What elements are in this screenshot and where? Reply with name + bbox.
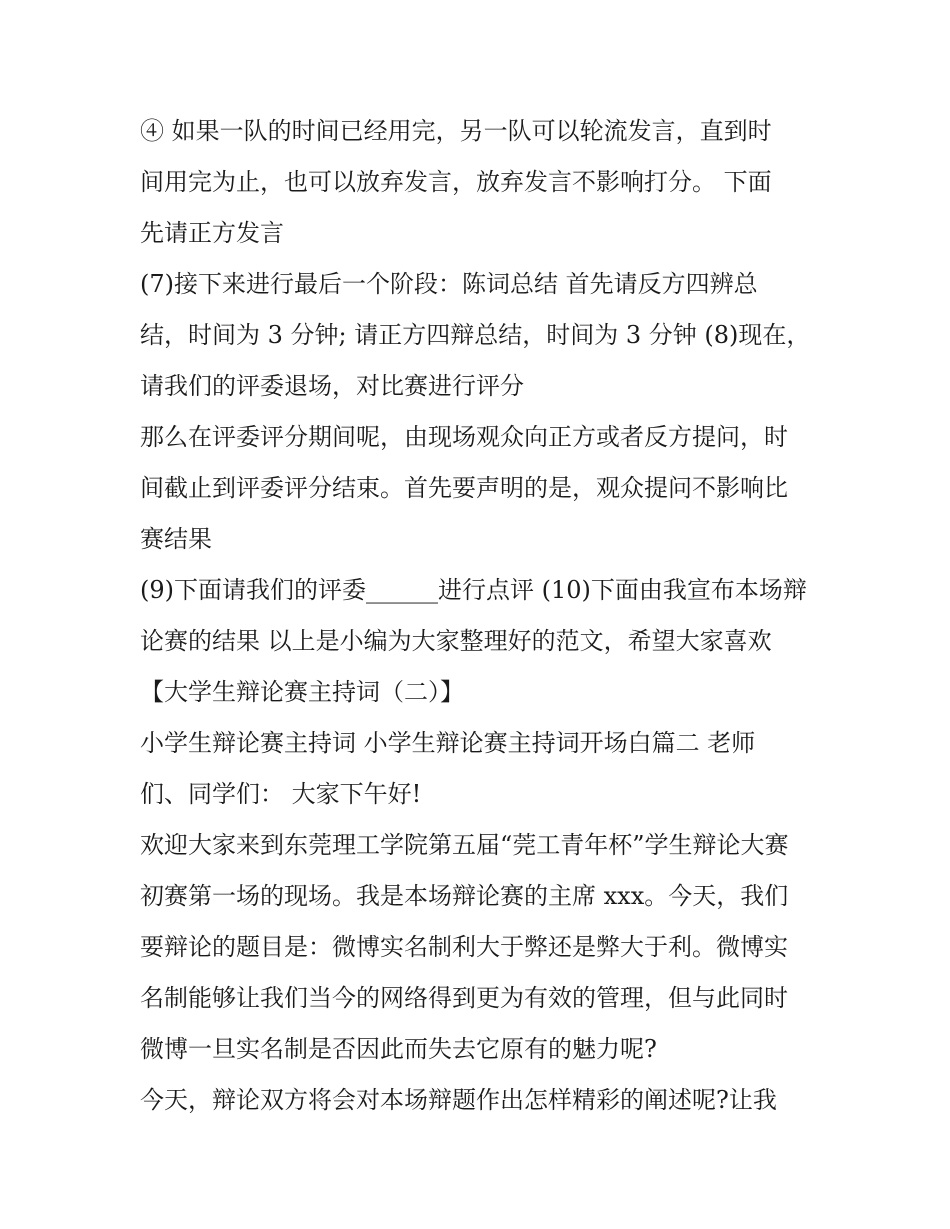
text-line-5: 结，时间为 3 分钟; 请正方四辩总结，时间为 3 分钟 (8)现在， bbox=[140, 321, 811, 349]
text-line-11: 论赛的结果 以上是小编为大家整理好的范文，希望大家喜欢 bbox=[140, 627, 772, 655]
document-body bbox=[140, 106, 820, 1126]
section-heading: 【大学生辩论赛主持词（二）】 bbox=[140, 678, 464, 706]
text-line-8: 间截止到评委评分结束。首先要声明的是，观众提问不影响比 bbox=[140, 474, 788, 502]
text-line-15: 欢迎大家来到东莞理工学院第五届“莞工青年杯”学生辩论大赛 bbox=[140, 831, 789, 859]
text-line-10: (9)下面请我们的评委______进行点评 (10)下面由我宣布本场辩 bbox=[140, 576, 807, 604]
text-line-14: 们、同学们： 大家下午好! bbox=[140, 780, 422, 808]
text-line-20: 今天，辩论双方将会对本场辩题作出怎样精彩的阐述呢?让我 bbox=[140, 1086, 777, 1114]
text-line-9: 赛结果 bbox=[140, 525, 212, 553]
text-line-17: 要辩论的题目是：微博实名制利大于弊还是弊大于利。微博实 bbox=[140, 933, 788, 961]
text-line-13: 小学生辩论赛主持词 小学生辩论赛主持词开场白篇二 老师 bbox=[140, 729, 756, 757]
text-line-2: 间用完为止，也可以放弃发言，放弃发言不影响打分。 下面 bbox=[140, 168, 772, 196]
text-line-16: 初赛第一场的现场。我是本场辩论赛的主席 xxx。今天，我们 bbox=[140, 882, 789, 910]
text-line-3: 先请正方发言 bbox=[140, 219, 284, 247]
text-line-1: ④ 如果一队的时间已经用完，另一队可以轮流发言，直到时 bbox=[140, 117, 772, 145]
text-line-4: (7)接下来进行最后一个阶段：陈词总结 首先请反方四辨总 bbox=[140, 270, 758, 298]
text-line-18: 名制能够让我们当今的网络得到更为有效的管理，但与此同时 bbox=[140, 984, 788, 1012]
text-line-19: 微博一旦实名制是否因此而失去它原有的魅力呢? bbox=[140, 1035, 657, 1063]
text-line-6: 请我们的评委退场，对比赛进行评分 bbox=[140, 372, 524, 400]
text-line-7: 那么在评委评分期间呢，由现场观众向正方或者反方提问，时 bbox=[140, 423, 788, 451]
